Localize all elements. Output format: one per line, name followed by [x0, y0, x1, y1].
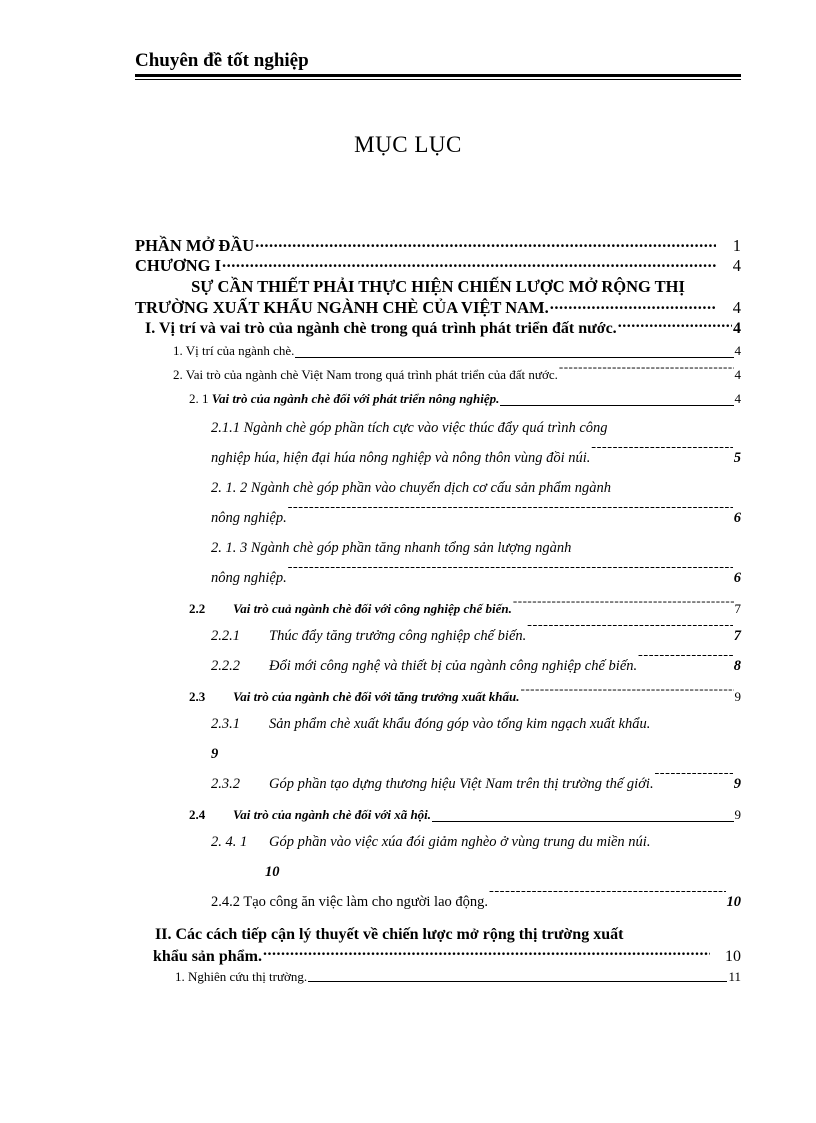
toc-page: 10	[265, 863, 280, 880]
toc-label: 1. Nghiên cứu thị trường.	[175, 968, 308, 984]
toc-page: 4	[732, 297, 741, 317]
toc-page: 10	[725, 947, 741, 965]
toc-page: 7	[733, 627, 741, 644]
toc-label: Sản phẩm chè xuất khẩu đóng góp vào tổng kim ngạch xuất khẩu.	[269, 715, 651, 732]
toc-entry-2-2-2[interactable]	[211, 651, 741, 681]
toc-leader	[618, 317, 732, 333]
toc-number: 2.3	[189, 688, 206, 704]
toc-page: 6	[733, 509, 741, 526]
toc-leader	[432, 803, 733, 827]
toc-label-line2: nông nghiệp.	[211, 509, 287, 526]
toc-leader	[513, 600, 734, 613]
toc-leader	[288, 507, 733, 522]
page-header	[135, 48, 741, 74]
toc-page: 4	[734, 390, 741, 406]
toc-label: PHẦN MỞ ĐẦU	[135, 235, 255, 255]
toc-label-line2: nông nghiệp.	[211, 569, 287, 586]
toc-leader	[638, 655, 733, 670]
toc-entry-chapter1-title[interactable]	[135, 296, 741, 317]
toc-label: Vai trò của ngành chè đối với tăng trưởng xuất khẩu.	[233, 688, 520, 704]
toc-page: 1	[732, 235, 741, 255]
toc-label: Đổi mới công nghệ và thiết bị của ngành công nghiệp chế biến.	[269, 657, 638, 674]
toc-leader	[255, 234, 716, 251]
toc-page: 11	[728, 968, 741, 984]
toc-page: 4	[733, 319, 741, 337]
toc-page: 7	[734, 600, 741, 616]
toc-entry-intro[interactable]	[135, 234, 741, 255]
toc-label-line2: khẩu sản phẩm.	[153, 947, 262, 965]
toc-page: 10	[726, 893, 741, 910]
toc-entry-2-2-1[interactable]	[211, 621, 741, 651]
toc-page: 5	[733, 449, 741, 466]
toc-entry-chapter1[interactable]	[135, 255, 741, 276]
toc-entry-2-2[interactable]	[189, 597, 741, 621]
toc-entry-section-2[interactable]	[155, 925, 741, 967]
toc-leader	[527, 625, 732, 640]
toc-page: 4	[734, 342, 741, 358]
toc-label: TRƯỜNG XUẤT KHẨU NGÀNH CHÈ CỦA VIỆT NAM.	[135, 297, 549, 317]
header-rule-thin	[135, 79, 741, 80]
document-title: MỤC LỤC	[354, 132, 462, 157]
toc-number: 2.2.1	[211, 627, 240, 644]
toc-label: Góp phần vào việc xúa đói giảm nghèo ở vùng trung du miền núi.	[269, 833, 651, 850]
toc-leader	[655, 773, 733, 788]
toc-number: 2. 1	[189, 390, 209, 406]
toc-page: 9	[733, 775, 741, 792]
toc-leader	[521, 688, 734, 701]
toc-label-line2: nghiệp húa, hiện đại húa nông nghiệp và nông thôn vùng đồi núi.	[211, 449, 591, 466]
toc-page: 9	[734, 806, 741, 822]
toc-entry-2-1-2[interactable]	[211, 473, 741, 533]
toc-entry-research[interactable]	[175, 967, 741, 987]
toc-label-line1: 2. 1. 2 Ngành chè góp phần vào chuyển dịch cơ cấu sản phẩm ngành	[211, 479, 611, 496]
toc-leader	[550, 296, 716, 313]
toc-leader	[308, 967, 727, 987]
toc-label: CHƯƠNG I	[135, 256, 222, 275]
header-title: Chuyên đề tốt nghiệp	[135, 50, 309, 71]
toc-number: 2.2.2	[211, 657, 240, 674]
toc-entry-2-3-1[interactable]	[211, 709, 741, 769]
toc-label-line1: 2. 1. 3 Ngành chè góp phần tăng nhanh tổng sản lượng ngành	[211, 539, 572, 556]
toc-label: Vai trò cuả ngành chè đối với công nghiệp chế biến.	[233, 600, 512, 616]
toc-page: 6	[733, 569, 741, 586]
toc-entry-2-4-2[interactable]	[211, 887, 741, 917]
toc-entry-2[interactable]	[173, 363, 741, 387]
header-rule-thick	[135, 74, 741, 77]
toc-leader	[500, 387, 733, 411]
toc-page: 8	[733, 657, 741, 674]
toc-leader	[288, 567, 733, 582]
toc-entry-2-4-1[interactable]	[211, 827, 741, 887]
toc-label: 1. Vị trí của ngành chè.	[173, 342, 295, 358]
toc-leader	[489, 891, 725, 906]
toc-number: 2.3.1	[211, 715, 240, 732]
table-of-contents	[135, 234, 741, 987]
toc-label: I. Vị trí và vai trò của ngành chè trong quá trình phát triển đất nước.	[145, 319, 617, 337]
toc-entry-2-1-1[interactable]	[211, 413, 741, 473]
toc-page: 4	[734, 366, 741, 382]
toc-label: Thúc đẩy tăng trưởng công nghiệp chế biến.	[269, 627, 527, 644]
toc-entry-section-1[interactable]	[145, 317, 741, 339]
toc-label: Vai trò của ngành chè đối với phát triển nông nghiệp.	[211, 390, 500, 406]
toc-chapter1-title-line1[interactable]: SỰ CẦN THIẾT PHẢI THỰC HIỆN CHIẾN LƯỢC MỞ RỘNG THỊ	[191, 277, 685, 296]
toc-leader	[263, 945, 710, 961]
toc-entry-2-3-2[interactable]	[211, 769, 741, 799]
toc-entry-2-3[interactable]	[189, 685, 741, 709]
toc-leader	[591, 447, 732, 462]
toc-page: 9	[734, 688, 741, 704]
toc-entry-2-4[interactable]	[189, 803, 741, 827]
toc-leader	[559, 366, 734, 379]
toc-entry-2-1[interactable]	[189, 387, 741, 411]
toc-page: 9	[211, 745, 219, 762]
toc-page: 4	[732, 256, 741, 275]
toc-number: 2. 4. 1	[211, 833, 248, 850]
toc-label-line1: 2.1.1 Ngành chè góp phần tích cực vào việc thúc đẩy quá trình công	[211, 419, 608, 436]
toc-leader	[222, 255, 716, 272]
toc-number: 2.4	[189, 806, 206, 822]
toc-number: 2.3.2	[211, 775, 240, 792]
toc-number: 2.2	[189, 600, 206, 616]
toc-label-line1: II. Các cách tiếp cận lý thuyết về chiến lược mở rộng thị trường xuất	[155, 925, 624, 943]
toc-entry-1[interactable]	[173, 339, 741, 363]
toc-label: Vai trò của ngành chè đối với xã hội.	[233, 806, 432, 822]
toc-label: 2. Vai trò của ngành chè Việt Nam trong quá trình phát triển của đất nước.	[173, 366, 558, 382]
toc-label: Góp phần tạo dựng thương hiệu Việt Nam trên thị trường thế giới.	[269, 775, 654, 792]
toc-leader	[295, 339, 733, 363]
toc-label: 2.4.2 Tạo công ăn việc làm cho người lao động.	[211, 893, 489, 910]
toc-entry-2-1-3[interactable]	[211, 533, 741, 593]
